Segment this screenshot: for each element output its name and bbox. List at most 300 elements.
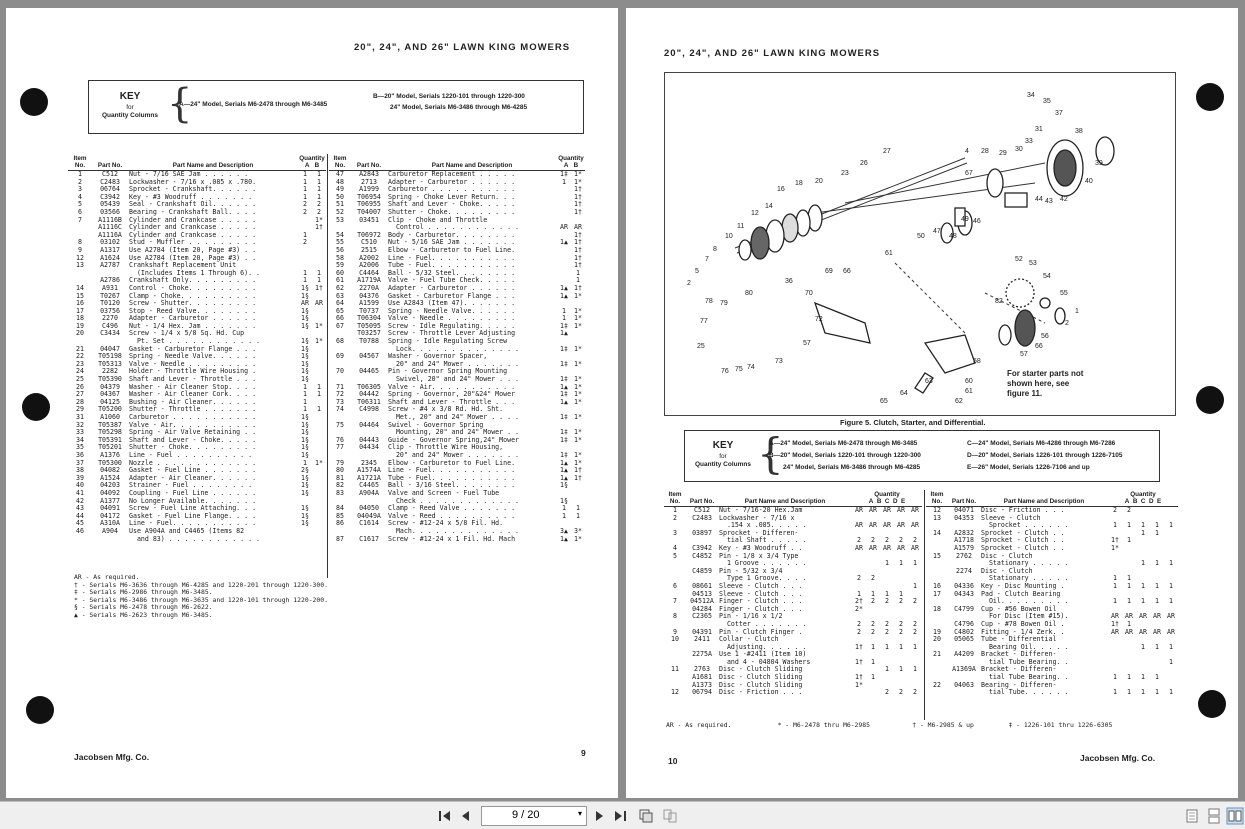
part-no: T05390 xyxy=(98,375,122,384)
svg-text:37: 37 xyxy=(1055,110,1063,117)
item-no: 23 xyxy=(76,359,84,368)
quantity-cell: 2 xyxy=(885,619,889,628)
quantity-cell: 1 xyxy=(1155,688,1159,697)
part-no: 04125 xyxy=(100,397,120,406)
part-no: A1376 xyxy=(100,450,120,459)
quantity-cell: 1 xyxy=(1169,581,1173,590)
quantity-cell: 1 xyxy=(562,504,566,513)
item-no: 5 xyxy=(673,551,677,560)
footnote: AR - As required. xyxy=(666,721,732,729)
part-no: T05200 xyxy=(98,405,122,414)
part-description: 20" and 24" Mower . . . . . . . xyxy=(388,450,520,459)
part-no: A1116C xyxy=(98,223,122,232)
facing-view-icon[interactable] xyxy=(1226,807,1244,825)
rotate-view-icon[interactable] xyxy=(637,807,655,825)
quantity-cell: 1* xyxy=(574,321,582,330)
quantity-cell: 1 xyxy=(303,177,307,186)
part-no: C512 xyxy=(102,170,118,178)
quantity-cell: 1 xyxy=(1155,642,1159,651)
part-description: Disc - Friction . . . xyxy=(719,688,803,697)
svg-text:12: 12 xyxy=(751,210,759,217)
item-no: 6 xyxy=(673,581,677,590)
quantity-cell: 1* xyxy=(574,458,582,467)
part-description: Bearing - Crankshaft Ball. . . . xyxy=(129,207,257,216)
quantity-cell: 1§ xyxy=(301,352,309,361)
part-no: C4859 xyxy=(692,566,712,575)
svg-text:23: 23 xyxy=(841,170,849,177)
part-no xyxy=(948,689,980,697)
item-no xyxy=(926,659,948,667)
svg-text:73: 73 xyxy=(775,358,783,365)
part-no: A2786 xyxy=(100,276,120,285)
quantity-cell: AR xyxy=(315,299,323,308)
part-no: T05313 xyxy=(98,359,122,368)
quantity-cell: 1▲ xyxy=(560,329,568,338)
quantity-cell: 1§ xyxy=(301,428,309,437)
quantity-cell: 1 xyxy=(885,642,889,651)
part-description: (Includes Items 1 Through 6). . xyxy=(129,268,261,277)
item-no: 6 xyxy=(78,207,82,216)
chevron-down-icon[interactable]: ▾ xyxy=(577,809,582,818)
previous-page-icon[interactable] xyxy=(457,807,475,825)
part-description: Gasket - Carburetor Flange . . . xyxy=(388,291,516,300)
quantity-cell: 1‡ xyxy=(560,450,568,459)
quantity-cell: AR xyxy=(869,543,877,552)
part-description: Disc - Clutch Sliding xyxy=(719,673,803,682)
quantity-cell xyxy=(1150,507,1164,515)
part-no: 04172 xyxy=(100,511,120,520)
part-no: A931 xyxy=(102,283,118,292)
quantity-cell: 1 xyxy=(562,306,566,315)
quantity-cell xyxy=(312,505,326,513)
item-no: 44 xyxy=(76,511,84,520)
table-row xyxy=(664,689,922,697)
quantity-cell: 1 xyxy=(857,589,861,598)
quantity-cell xyxy=(1108,553,1122,561)
item-no: 14 xyxy=(76,283,84,292)
page-selector[interactable] xyxy=(481,806,587,826)
part-description: Ball - 3/16 Steel. . . . . . . . xyxy=(388,481,516,490)
part-no: C4465 xyxy=(359,481,379,490)
item-no: 79 xyxy=(336,458,344,467)
quantity-cell: 1 xyxy=(303,268,307,277)
quantity-cell: 1 xyxy=(1141,559,1145,568)
continuous-view-icon[interactable] xyxy=(1205,807,1223,825)
part-no: A904A xyxy=(359,488,379,497)
svg-text:1: 1 xyxy=(1075,308,1079,315)
quantity-cell: 1 xyxy=(576,276,580,285)
col-c: C xyxy=(1140,498,1146,505)
item-no: 3 xyxy=(673,528,677,537)
item-no: 12 xyxy=(671,688,679,697)
item-no: 51 xyxy=(336,200,344,209)
quantity-cell: 1† xyxy=(574,466,582,475)
col-part-no: Part No. xyxy=(351,154,387,171)
punch-hole xyxy=(20,88,48,116)
part-no: 2345 xyxy=(361,458,377,467)
item-no: 77 xyxy=(336,443,344,452)
part-description: Line - Fuel. . . . . . . . . . . xyxy=(388,466,516,475)
col-c: C xyxy=(884,498,890,505)
col-item-no: Item No. xyxy=(664,490,686,507)
svg-text:33: 33 xyxy=(1025,138,1033,145)
key-b1: B—20" Model, Serials 1220-101 through 1220-300 xyxy=(769,452,921,459)
part-description: Cup - #78 Bowen Oil . xyxy=(981,619,1065,628)
single-page-view-icon[interactable] xyxy=(1183,807,1201,825)
key-brace: { xyxy=(757,429,784,478)
quantity-cell: 2 xyxy=(871,574,875,583)
svg-text:57: 57 xyxy=(1020,351,1028,358)
item-no: 45 xyxy=(76,519,84,528)
item-no: 7 xyxy=(673,597,677,606)
quantity-cell: 1 xyxy=(899,642,903,651)
quantity-cell: 1* xyxy=(574,170,582,178)
quantity-cell: 1 xyxy=(899,559,903,568)
quantity-cell: 1 xyxy=(885,559,889,568)
quantity-cell: 1* xyxy=(574,435,582,444)
quantity-cell xyxy=(1136,537,1150,545)
item-no: 19 xyxy=(76,321,84,330)
part-no: T05095 xyxy=(357,321,381,330)
part-description: Screw - 1/4 x 5/8 Sq. Hd. Cup xyxy=(129,329,245,338)
item-no: 29 xyxy=(76,405,84,414)
part-description: Ball - 5/32 Steel. . . . . . . . xyxy=(388,268,516,277)
quantity-cell: 1 xyxy=(1127,688,1131,697)
quantity-cell: 2 xyxy=(871,627,875,636)
svg-text:57: 57 xyxy=(803,340,811,347)
quantity-cell xyxy=(866,606,880,614)
part-no: 04091 xyxy=(100,504,120,513)
item-no: 53 xyxy=(336,215,344,224)
part-description: Bushing - Air Cleaner. . . . . . xyxy=(129,397,257,406)
item-no: 58 xyxy=(336,253,344,262)
quantity-cell xyxy=(312,444,326,452)
part-description: Screw - Fuel Line Attaching. . . xyxy=(129,504,257,513)
part-description: Nut - 5/16 SAE Jam . . . . . . . xyxy=(388,238,516,247)
quantity-cell: 1 xyxy=(1113,574,1117,583)
part-description: Fitting - 1/4 Zerk. . xyxy=(981,627,1065,636)
quantity-cell: 1 xyxy=(303,458,307,467)
item-no xyxy=(664,644,686,652)
item-no: 12 xyxy=(76,253,84,262)
quantity-cell xyxy=(908,606,922,614)
quantity-cell: 1 xyxy=(1155,581,1159,590)
item-no: 49 xyxy=(336,185,344,194)
svg-text:43: 43 xyxy=(1045,198,1053,205)
quantity-cell xyxy=(894,575,908,583)
item-no: 24 xyxy=(76,367,84,376)
key-title: KEY xyxy=(119,91,141,102)
key-for: for xyxy=(126,104,134,111)
quantity-cell: 1 xyxy=(1127,597,1131,606)
part-no: 03566 xyxy=(100,207,120,216)
quantity-cell: 1▲ xyxy=(560,466,568,475)
last-page-icon[interactable] xyxy=(611,807,629,825)
part-description: 1 Groove . . . . . . xyxy=(719,559,807,568)
item-no: 60 xyxy=(336,268,344,277)
quantity-cell xyxy=(908,651,922,659)
part-description: Screw - #12-24 x 5/8 Fil. Hd. xyxy=(388,519,504,528)
quantity-cell xyxy=(312,520,326,528)
item-no: 1 xyxy=(673,506,677,514)
quantity-cell: 2 xyxy=(857,627,861,636)
quantity-cell: 1 xyxy=(317,185,321,194)
part-description: Bracket - Differen- xyxy=(981,665,1057,674)
quantity-cell: 1 xyxy=(576,504,580,513)
quantity-cell xyxy=(557,247,571,255)
footnote: * - M6-2478 thru M6-2985 xyxy=(777,721,870,729)
footnote: ‡ - 1226-101 thru 1226-6305 xyxy=(1008,721,1113,729)
col-b: B xyxy=(573,162,579,169)
part-no: 2411 xyxy=(694,635,710,644)
quantity-cell: 1 xyxy=(1155,528,1159,537)
svg-text:75: 75 xyxy=(735,366,743,373)
quantity-cell: 1† xyxy=(855,657,863,666)
part-description: Clip - Choke and Throttle xyxy=(388,215,488,224)
part-description: Oil. . . . . . . . . xyxy=(981,597,1069,606)
part-no: 04050 xyxy=(359,504,379,513)
svg-text:30: 30 xyxy=(1015,146,1023,153)
svg-text:54: 54 xyxy=(1043,273,1051,280)
part-no: C4802 xyxy=(954,627,974,636)
part-no: 04376 xyxy=(359,291,379,300)
svg-text:72: 72 xyxy=(815,316,823,323)
item-no: 68 xyxy=(336,337,344,346)
quantity-cell xyxy=(557,255,571,263)
quantity-cell: 1 xyxy=(303,405,307,414)
parts-table-left-1 xyxy=(68,154,326,543)
item-no: 19 xyxy=(933,627,941,636)
key-subtitle: Quantity Columns xyxy=(695,461,751,468)
part-no: 04513 xyxy=(692,589,712,598)
svg-text:76: 76 xyxy=(721,368,729,375)
quantity-cell xyxy=(880,568,894,576)
item-no: 16 xyxy=(76,299,84,308)
part-description: Check . . . . . . . . . . . . . xyxy=(388,496,520,505)
part-description: Carburetor . . . . . . . . . . . xyxy=(388,185,516,194)
item-no xyxy=(664,560,686,568)
part-description: Pin - 5/32 x 3/4 xyxy=(719,566,783,575)
part-description: Swivel, 20" and 24" Mower . . . xyxy=(388,375,520,384)
item-no: 27 xyxy=(76,390,84,399)
svg-text:25: 25 xyxy=(697,343,705,350)
item-no: 41 xyxy=(76,488,84,497)
item-no: 17 xyxy=(76,306,84,315)
quantity-cell: AR xyxy=(883,506,891,514)
part-description: Stud - Muffler . . . . . . . . . xyxy=(129,238,257,247)
svg-text:7: 7 xyxy=(705,256,709,263)
part-description: tial Shaft . . . . . xyxy=(719,536,807,545)
item-no: 7 xyxy=(78,215,82,224)
quantity-cell: 1§ xyxy=(301,420,309,429)
parts-table-right-1 xyxy=(664,490,922,697)
quantity-cell xyxy=(557,201,571,209)
part-no: A1999 xyxy=(359,185,379,194)
part-description: Shutter - Choke. . . . . . . . . xyxy=(129,443,257,452)
svg-text:2: 2 xyxy=(687,280,691,287)
svg-text:8: 8 xyxy=(713,246,717,253)
quantity-cell: 1† xyxy=(574,230,582,239)
quantity-cell xyxy=(1122,560,1136,568)
part-description: Crankshaft Replacement Unit xyxy=(129,261,237,270)
part-no: 04379 xyxy=(100,382,120,391)
figure-note-line: shown here, see xyxy=(1007,379,1070,388)
col-a: A xyxy=(1124,498,1130,505)
svg-text:14: 14 xyxy=(765,203,773,210)
part-description: Sleeve - Clutch . . . xyxy=(719,589,803,598)
item-no xyxy=(68,270,92,278)
item-no: 55 xyxy=(336,238,344,247)
part-no: C496 xyxy=(102,321,118,330)
quantity-cell: AR xyxy=(560,223,568,232)
part-no: T06305 xyxy=(357,382,381,391)
quantity-cell: 1 xyxy=(1169,597,1173,606)
quantity-cell xyxy=(880,651,894,659)
part-no: 04092 xyxy=(100,488,120,497)
item-no: 64 xyxy=(336,299,344,308)
part-no: 04353 xyxy=(954,513,974,522)
part-no: 2275A xyxy=(692,650,712,659)
quantity-cell: 2 xyxy=(317,200,321,209)
part-description: tial Tube Bearing. . xyxy=(981,673,1069,682)
quantity-cell: 1* xyxy=(1111,543,1119,552)
part-no: 06794 xyxy=(692,688,712,697)
item-no: 11 xyxy=(671,665,679,674)
quantity-cell: AR xyxy=(1139,612,1147,621)
part-description: Pin - 1/16 x 1/2 xyxy=(719,612,783,621)
quantity-cell xyxy=(1136,659,1150,667)
svg-text:52: 52 xyxy=(1015,256,1023,263)
quantity-cell xyxy=(1150,651,1164,659)
quantity-cell: AR xyxy=(855,506,863,514)
quantity-cell xyxy=(1122,659,1136,667)
part-description: Valve - Needle . . . . . . . . . xyxy=(388,314,516,323)
part-no: 04082 xyxy=(100,466,120,475)
table-body xyxy=(926,507,1178,697)
quantity-cell xyxy=(894,568,908,576)
part-no: C1614 xyxy=(359,519,379,528)
quantity-cell: 1§ xyxy=(301,337,309,346)
quantity-cell xyxy=(1136,651,1150,659)
item-no: 56 xyxy=(336,245,344,254)
svg-text:39: 39 xyxy=(1095,160,1103,167)
part-description: Gasket - Fuel Line Flange. . . . xyxy=(129,511,257,520)
quantity-cell: 1 xyxy=(317,177,321,186)
item-no: 39 xyxy=(76,473,84,482)
item-no: 28 xyxy=(76,397,84,406)
quantity-cell xyxy=(1122,636,1136,644)
quantity-cell: 2 xyxy=(885,688,889,697)
item-no xyxy=(664,674,686,682)
quantity-cell: 1 xyxy=(913,559,917,568)
item-no: 71 xyxy=(336,382,344,391)
quantity-cell: AR xyxy=(911,543,919,552)
part-description: Carburetor Replacement . . . . . xyxy=(388,170,516,178)
quantity-cell: AR xyxy=(897,543,905,552)
quantity-cell: 1 xyxy=(1141,528,1145,537)
part-description: Finger - Clutch . . . xyxy=(719,604,803,613)
quantity-cell: AR xyxy=(301,299,309,308)
quantity-cell: 1§ xyxy=(301,450,309,459)
part-description: Sleeve - Clutch . . . xyxy=(719,581,803,590)
part-description: Spring - Air Valve Retaining . . xyxy=(129,428,257,437)
quantity-cell: 2 xyxy=(885,627,889,636)
part-description: Gasket - Fuel Line . . . . . . . xyxy=(129,466,257,475)
quantity-cell: 2 xyxy=(913,536,917,545)
col-description: Part Name and Description xyxy=(980,490,1108,507)
quantity-cell: AR xyxy=(855,543,863,552)
part-no: T05391 xyxy=(98,435,122,444)
key-title: KEY xyxy=(712,440,734,451)
two-page-icon[interactable] xyxy=(661,807,679,825)
col-d: D xyxy=(1148,498,1154,505)
quantity-cell: 1* xyxy=(315,215,323,224)
next-page-icon[interactable] xyxy=(590,807,608,825)
quantity-cell xyxy=(1164,545,1178,553)
part-description: Mach. . . . . . . . . . . . . . xyxy=(388,526,520,535)
part-description: Pt. Set . . . . . . . . . . . . xyxy=(129,337,261,346)
svg-text:56: 56 xyxy=(1041,333,1049,340)
part-no: T06972 xyxy=(357,230,381,239)
quantity-cell: AR xyxy=(1153,627,1161,636)
part-description: Shaft and Lever - Choke. . . . . xyxy=(129,435,257,444)
key-c: C—24" Model, Serials M6-4286 through M6-7286 xyxy=(967,440,1116,447)
svg-text:46: 46 xyxy=(973,218,981,225)
part-description: Disc - Clutch xyxy=(981,566,1033,575)
part-description: Sprocket . . . . . . xyxy=(981,521,1069,530)
item-no: 13 xyxy=(933,513,941,522)
quantity-cell xyxy=(866,560,880,568)
quantity-cell: 1 xyxy=(1155,521,1159,530)
quantity-cell: 2§ xyxy=(301,466,309,475)
quantity-cell xyxy=(1164,507,1178,515)
item-no: 25 xyxy=(76,375,84,384)
svg-text:49: 49 xyxy=(961,216,969,223)
svg-text:50: 50 xyxy=(917,233,925,240)
quantity-cell xyxy=(571,490,585,498)
col-item-no: Item No. xyxy=(926,490,948,507)
quantity-cell xyxy=(1164,537,1178,545)
first-page-icon[interactable] xyxy=(436,807,454,825)
part-description: Spring - Idle Regulating Screw xyxy=(388,337,508,346)
item-no: 37 xyxy=(76,458,84,467)
svg-text:4: 4 xyxy=(965,148,969,155)
quantity-cell: 1* xyxy=(574,291,582,300)
item-no xyxy=(926,537,948,545)
quantity-cell: AR xyxy=(883,543,891,552)
quantity-cell xyxy=(1150,659,1164,667)
part-no: 04367 xyxy=(100,390,120,399)
item-no: 21 xyxy=(933,650,941,659)
item-no: 82 xyxy=(336,481,344,490)
svg-text:69: 69 xyxy=(825,268,833,275)
quantity-cell: 1 xyxy=(303,230,307,239)
svg-text:63: 63 xyxy=(925,378,933,385)
part-description: 20" and 24" Mower . . . . . . . xyxy=(388,359,520,368)
part-no: T0737 xyxy=(359,306,379,315)
quantity-cell: 1§ xyxy=(301,344,309,353)
part-no: A1681 xyxy=(692,673,712,682)
quantity-cell: 1* xyxy=(574,314,582,323)
svg-text:82: 82 xyxy=(995,298,1003,305)
part-description: Key - Disc Mounting . xyxy=(981,581,1065,590)
quantity-cell: 1▲ xyxy=(560,283,568,292)
part-description: Use 1 -#2411 (Item 10) xyxy=(719,650,807,659)
part-description: Cotter . . . . . . . xyxy=(719,619,807,628)
part-no: C2483 xyxy=(100,177,120,186)
item-no: 74 xyxy=(336,405,344,414)
part-description: Nozzle . . . . . . . . . . . . . xyxy=(129,458,257,467)
